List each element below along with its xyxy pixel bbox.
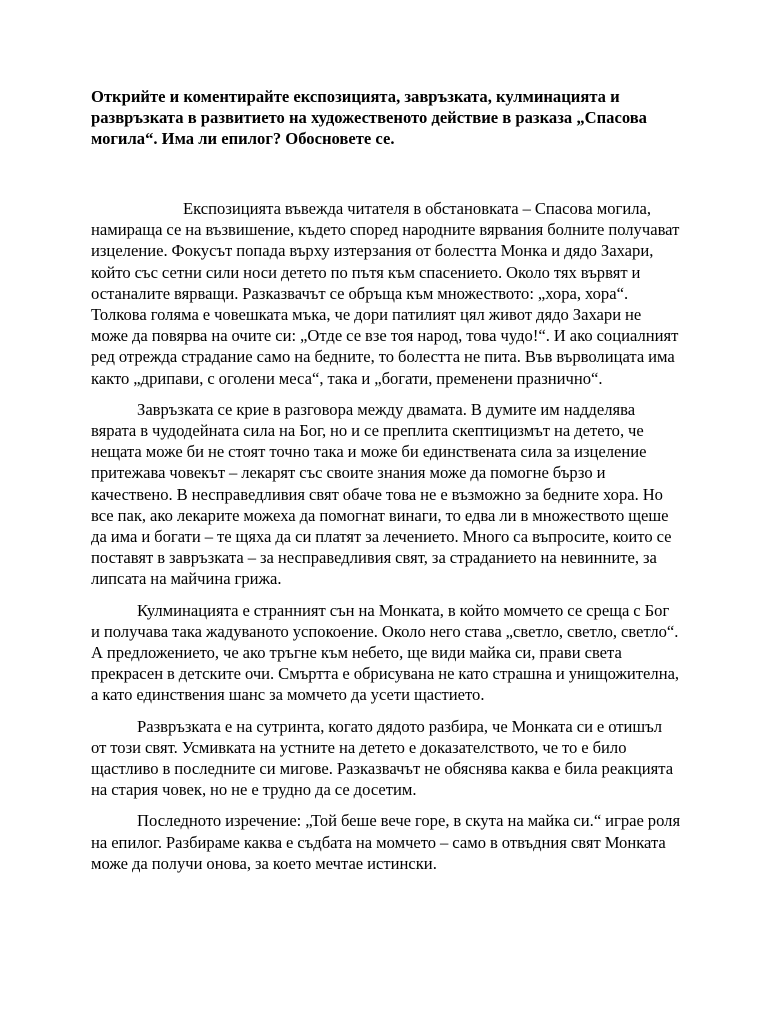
assignment-title: Открийте и коментирайте експозицията, завръзката, кулминацията и развръзката в развитието на художественото действие в разказа „Спасова могила“. Има ли епилог? Обосновете се. bbox=[91, 87, 647, 148]
paragraph-exposition: Експозицията въвежда читателя в обстановката – Спасова могила, намираща се на възвишение, където според народните вярвания болните получават изцеление. Фокусът попада върху изтерзания от болестта Монка и дядо Захари, който със сетни сили носи детето по пътя към спасението. Около тях вървят и останалите вярващи. Разказвачът се обръща към множеството: „хора, хора“. Толкова голяма е човешката мъка, че дори патилият цял живот дядо Захари не може да повярва на очите си: „Отде се взе тоя народ, това чудо!“. И ако социалният ред отрежда страдание само на бедните, то болестта не пита. Във върволицата има както „дрипави, с оголени меса“, така и „богати, пременени празнично“. bbox=[91, 199, 680, 388]
paragraph-climax: Кулминацията е странният сън на Монката, в който момчето се среща с Бог и получава така жадуваното успокоение. Около него става „светло, светло, светло“. А предложението, че ако тръгне към небето, ще види майка си, прави света прекрасен в детските очи. Смъртта е обрисувана не като страшна и унищожителна, а като единствения шанс за момчето да усети щастието. bbox=[91, 600, 680, 705]
paragraph-resolution: Развръзката е на сутринта, когато дядото разбира, че Монката си е отишъл от този свят. Усмивката на устните на детето е доказателството, че то е било щастливо в последните си мигове. Разказвачът не обяснява каква е била реакцията на стария човек, но не е трудно да се досетим. bbox=[91, 716, 674, 800]
document-page bbox=[91, 86, 681, 874]
paragraph-epilogue: Последното изречение: „Той беше вече горе, в скута на майка си.“ играе роля на епилог. Разбираме каква е съдбата на момчето – само в отвъдния свят Монката може да получи онова, за което мечтае истински. bbox=[91, 811, 681, 873]
paragraph-complication: Завръзката се крие в разговора между двамата. В думите им надделява вярата в чудодейната сила на Бог, но и се преплита скептицизмът на детето, че нещата може би не стоят точно така и може би единствената сила за изцеление притежава човекът – лекарят със своите знания може да помогне бързо и качествено. В несправедливия свят обаче това не е възможно за бедните хора. Но все пак, ако лекарите можеха да помогнат винаги, то едва ли в множеството щеше да има и богати – те щяха да си платят за лечението. Много са въпросите, които се поставят в завръзката – за несправедливия свят, за страданието на невинните, за липсата на майчина грижа. bbox=[91, 399, 672, 589]
